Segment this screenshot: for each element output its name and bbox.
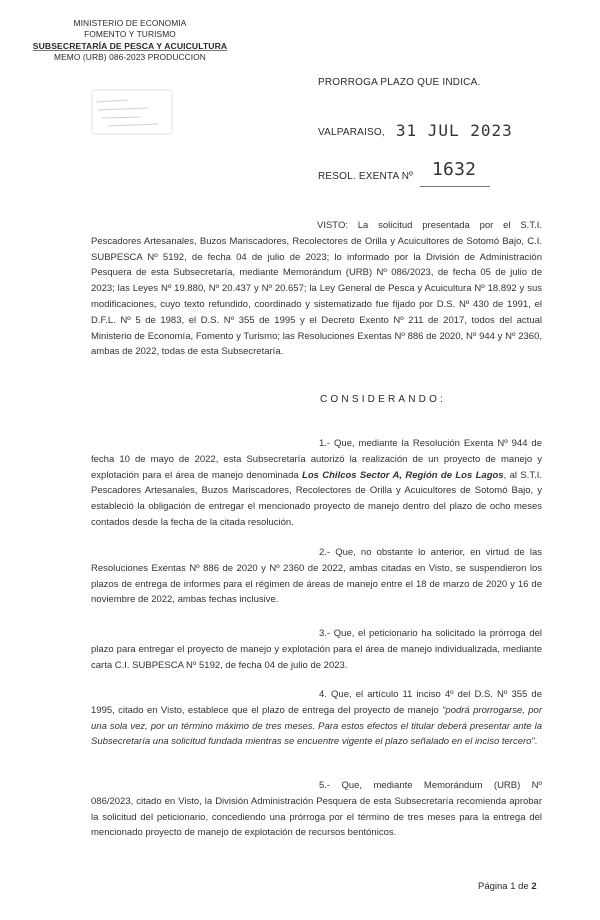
considerando-1-text-b: , al S.T.I. Pescadores Artesanales, Buzos Mariscadores, Recolectores de Orilla y Acuicultores de Sotomó Bajo, y estableció la obligación de entregar el mencionado proyecto de manejo dentro del plazo de ocho meses contados desde la fecha de la citada resolución. bbox=[91, 469, 542, 528]
visto-paragraph bbox=[91, 218, 542, 360]
faint-stamp-icon bbox=[88, 80, 180, 140]
document-subject: PRORROGA PLAZO QUE INDICA. bbox=[318, 77, 481, 88]
signature-underline bbox=[420, 186, 490, 187]
considerando-4 bbox=[91, 687, 542, 750]
memo-reference: MEMO (URB) 086-2023 PRODUCCION bbox=[54, 52, 206, 63]
subsecretaria-name: SUBSECRETARÍA DE PESCA Y ACUICULTURA bbox=[32, 40, 228, 51]
considerando-1 bbox=[91, 436, 542, 531]
resolution-number: 1632 bbox=[432, 159, 477, 180]
page-number bbox=[478, 881, 537, 892]
considerando-4-text-a: 4. Que, el artículo 11 inciso 4º del D.S. Nº 355 de 1995, citado en Visto, establece que el plazo de entrega del proyecto de manejo bbox=[91, 689, 542, 716]
date-label: VALPARAISO, bbox=[318, 127, 385, 138]
ministry-name-line2: FOMENTO Y TURISMO bbox=[84, 29, 176, 40]
considerando-5-text: 5.- Que, mediante Memorándum (URB) Nº 086/2023, citado en Visto, la División Administración Pesquera de esta Subsecretaría recomienda aprobar la solicitud del peticionario, concediendo una prórroga por el término de tres meses para la entrega del mencionado proyecto de manejo de explotación de recursos bentónicos. bbox=[91, 780, 542, 839]
considerando-3 bbox=[91, 626, 542, 673]
resolution-label: RESOL. EXENTA Nº bbox=[318, 171, 414, 182]
considerando-1-text-a: 1.- Que, mediante la Resolución Exenta Nº 944 de fecha 10 de mayo de 2022, esta Subsecretaría autorizó la realización de un proyecto de manejo y explotación para el área de manejo denominada bbox=[91, 438, 542, 481]
considerando-2 bbox=[91, 545, 542, 608]
ministry-name: MINISTERIO DE ECONOMIA bbox=[73, 18, 187, 28]
date-stamp: 31 JUL 2023 bbox=[395, 121, 513, 140]
considerando-3-text: 3.- Que, el peticionario ha solicitado la prórroga del plazo para entregar el proyecto de manejo y explotación para el área de manejo individualizada, mediante carta C.I. SUBPESCA Nº 5192, de fecha 04 de julio de 2023. bbox=[91, 628, 542, 671]
page-total: 2 bbox=[531, 881, 537, 892]
considerando-heading: CONSIDERANDO: bbox=[320, 394, 447, 405]
resolution-number-field bbox=[420, 159, 490, 184]
considerando-4-quote: “podrá prorrogarse, por una sola vez, por un término máximo de tres meses. Para estos efectos el titular deberá presentar ante la Subsecretaría una solicitud fundada mientras se encuentre vigente el plazo señalado en el inciso tercero” bbox=[91, 704, 543, 748]
visto-text: VISTO: La solicitud presentada por el S.T.I. Pescadores Artesanales, Buzos Mariscadores, Recolectores de Orilla y Acuicultores de Sotomó Bajo, C.I. SUBPESCA Nº 5192, de fecha 04 de julio de 2023; lo informado por la División de Administración Pesquera de esta Subsecretaría, mediante Memorándum (URB) Nº 086/2023, de fecha 05 de julio de 2023; las Leyes Nº 19.880, Nº 20.437 y Nº 20.657; la Ley General de Pesca y Acuicultura Nº 18.892 y sus modificaciones, cuyo texto refundido, coordinado y sistematizado fue fijado por D.S. Nº 430 de 1991, el D.F.L. Nº 5 de 1983, el D.S. Nº 355 de 1995 y el Decreto Exento Nº 211 de 2017, todos del actual Ministerio de Economía, Fomento y Turismo; las Resoluciones Exentas Nº 886 de 2020, Nº 944 y Nº 2360, ambas de 2022, todas de esta Subsecretaría. bbox=[91, 220, 542, 358]
area-name: Los Chilcos Sector A, Región de Los Lagos bbox=[302, 469, 504, 481]
considerando-2-text: 2.- Que, no obstante lo anterior, en virtud de las Resoluciones Exentas Nº 886 de 2020 y Nº 2360 de 2022, ambas citadas en Visto, se suspendieron los plazos de entrega de informes para el régimen de áreas de manejo entre el 18 de marzo de 2020 y 16 de noviembre de 2022, ambas fechas inclusive. bbox=[91, 547, 542, 606]
date-line bbox=[318, 120, 513, 140]
resolution-line bbox=[318, 159, 490, 184]
considerando-5 bbox=[91, 778, 542, 841]
considerando-4-text-b: . bbox=[534, 736, 538, 748]
page-number-text: Página 1 de bbox=[478, 881, 529, 892]
letterhead bbox=[25, 18, 235, 64]
